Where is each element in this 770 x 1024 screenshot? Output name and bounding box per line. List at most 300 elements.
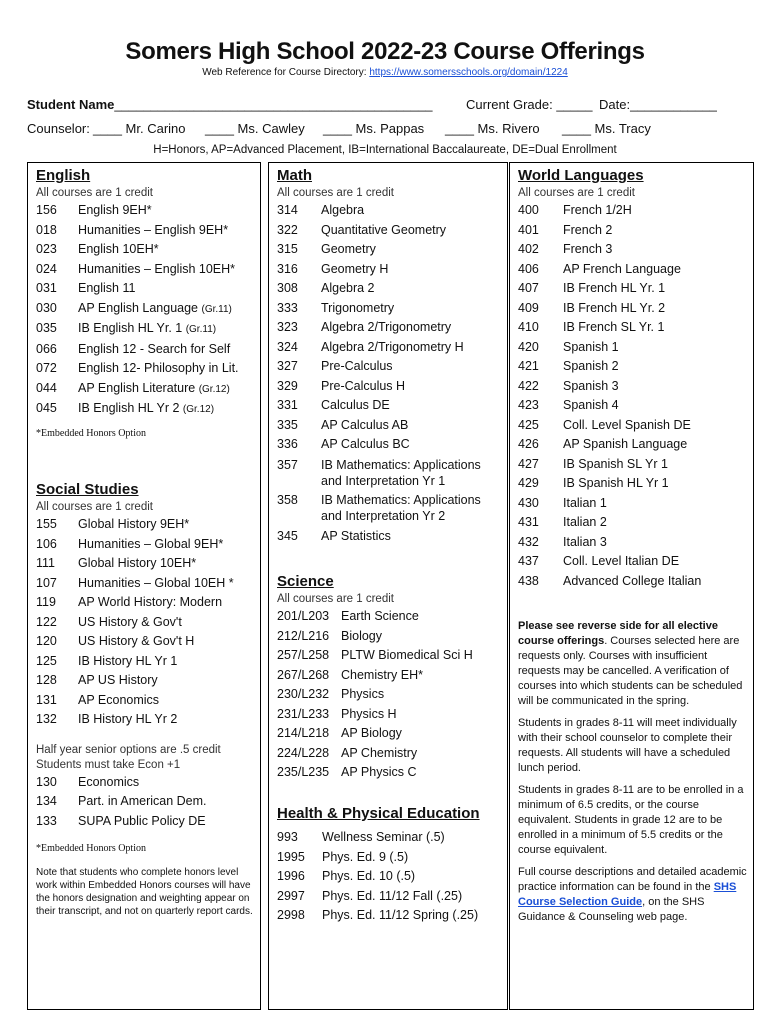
counselor-option-carino[interactable]: ____ Mr. Carino [93,121,186,136]
course-name-text: AP Spanish Language [563,437,688,451]
course-name [78,710,256,730]
english-heading: English [36,167,91,184]
course-name-text: AP Statistics [321,528,391,543]
world-languages-course-row [518,396,749,416]
course-code: 410 [518,320,539,334]
course-name-text: Italian 1 [563,495,607,510]
course-name-text: IB English HL Yr 2 [78,401,183,415]
course-name-text: Wellness Seminar (.5) [322,830,445,844]
course-name-text: Trigonometry [321,300,395,315]
course-name [563,299,749,319]
world-languages-credit: All courses are 1 credit [518,187,635,199]
course-code: 155 [36,517,57,531]
math-course-row [277,435,503,455]
course-name [78,652,256,672]
course-code: 345 [277,528,298,543]
student-name-blank[interactable]: ____________________________________________ [114,97,433,112]
course-name [78,773,256,793]
course-code: 120 [36,634,57,648]
course-name-text: IB Mathematics: Applications and Interpretation Yr 1 [321,457,481,488]
course-name [322,887,503,907]
counselor-option-pappas[interactable]: ____ Ms. Pappas [323,121,425,136]
course-name-text: Global History 9EH* [78,517,190,531]
world-languages-course-row [518,299,749,319]
course-code: 331 [277,398,298,412]
world-languages-course-row [518,474,749,494]
math-course-row [277,492,503,524]
course-code: 107 [36,575,57,590]
course-code: 1996 [277,869,305,883]
course-code: 401 [518,222,539,237]
course-name [321,527,503,547]
social-studies-course-row [36,652,256,672]
course-name-text: IB French HL Yr. 2 [563,300,666,315]
course-name [563,572,749,592]
course-code: 201/L203 [277,609,330,623]
science-heading: Science [277,573,334,590]
current-grade-field[interactable]: Current Grade: _____ [466,97,593,112]
grade-note: (Gr.12) [198,383,230,395]
social-studies-course-row [36,574,256,594]
half-year-course-row [36,812,256,832]
course-name-text: Phys. Ed. 11/12 Spring (.25) [322,908,479,922]
math-course-row [277,279,503,299]
course-code: 024 [36,261,57,276]
course-name-text: Humanities – Global 9EH* [78,536,224,551]
course-name-text: Calculus DE [321,398,390,412]
course-code: 235/L235 [277,765,330,779]
course-code: 409 [518,300,539,315]
course-code: 1995 [277,849,305,864]
course-guide-note-post: , on the SHS Guidance & Counseling web page. [518,896,705,923]
course-name-text: AP US History [78,673,158,687]
course-name-text: Part. in American Dem. [78,794,207,808]
course-name-text: Biology [341,628,382,643]
world-languages-course-row [518,572,749,592]
social-studies-course-row [36,671,256,691]
course-name [321,299,503,319]
course-code: 128 [36,673,57,687]
course-name-text: Geometry [321,242,376,256]
math-course-row [277,377,503,397]
course-name-text: Physics H [341,706,397,721]
course-name-text: French 1/2H [563,203,632,217]
social-studies-course-row [36,554,256,574]
course-name [78,691,256,711]
course-code: 156 [36,203,57,217]
course-code: 432 [518,534,539,549]
course-name-text: French 2 [563,222,613,237]
course-name [322,828,503,848]
course-name [341,607,503,627]
math-course-row [277,299,503,319]
course-code: 426 [518,437,539,451]
reverse-side-note [518,619,747,709]
social-studies-course-row [36,613,256,633]
course-code: 122 [36,614,57,629]
course-name [563,260,749,280]
course-name [78,260,256,280]
social-studies-course-row [36,535,256,555]
world-languages-course-row [518,357,749,377]
course-guide-note [518,865,747,925]
world-languages-course-row [518,260,749,280]
course-name [563,357,749,377]
science-course-row [277,685,503,705]
web-reference-label: Web Reference for Course Directory: [202,67,367,78]
math-course-row [277,260,503,280]
social-studies-course-row [36,710,256,730]
page-title: Somers High School 2022-23 Course Offerings [125,38,645,65]
grade-note: (Gr.11) [201,303,232,315]
course-code: 023 [36,242,57,256]
course-directory-link[interactable]: https://www.somersschools.org/domain/1224 [369,67,568,78]
course-name [78,632,256,652]
course-code: 430 [518,495,539,510]
course-name [563,377,749,397]
course-code: 018 [36,222,57,237]
course-name [78,359,256,379]
science-section [277,573,503,783]
world-languages-course-row [518,455,749,475]
course-name [78,319,256,340]
course-name [563,221,749,241]
course-code: 125 [36,653,57,668]
course-name-text: AP Economics [78,692,160,707]
course-name-text: IB History HL Yr 2 [78,712,178,726]
course-name-text: Coll. Level Spanish DE [563,417,691,432]
course-name-text: AP Calculus BC [321,437,410,451]
math-course-row [277,240,503,260]
course-name-text: IB English HL Yr. 1 [78,321,186,335]
health-pe-course-row [277,848,503,868]
course-name [563,201,749,221]
course-name-text: Spanish 3 [563,378,619,393]
course-code: 425 [518,417,539,432]
science-course-row [277,646,503,666]
math-course-row [277,338,503,358]
course-code: 406 [518,261,539,276]
course-name-text: Coll. Level Italian DE [563,554,680,568]
econ-requirement-note: Students must take Econ +1 [36,758,181,771]
health-pe-course-list [277,828,503,926]
counselor-meeting-note: Students in grades 8-11 will meet individually with their school counselor to complete their requests. All students will have a scheduled lunch period. [518,717,737,774]
grade-note: (Gr.12) [182,404,215,415]
social-studies-course-row [36,691,256,711]
health-pe-course-row [277,906,503,926]
course-name-text: Humanities – English 9EH* [78,222,229,237]
course-code: 420 [518,339,539,354]
course-name [563,455,749,475]
course-name-text: Italian 3 [563,534,607,549]
course-name-text: US History & Gov't [78,614,182,629]
world-languages-course-row [518,416,749,436]
course-code: 035 [36,321,57,335]
course-code: 333 [277,300,298,315]
half-year-course-list [36,773,256,832]
course-code: 267/L268 [277,667,330,682]
course-name-text: AP French Language [563,261,681,276]
english-course-row [36,379,256,400]
grade-note: (Gr.11) [185,324,217,335]
counselor-option-tracy[interactable]: ____ Ms. Tracy [562,121,651,136]
social-studies-credit: All courses are 1 credit [36,501,153,513]
course-name [341,705,503,725]
math-credit: All courses are 1 credit [277,187,394,199]
course-name-text: Pre-Calculus H [321,378,406,393]
course-code: 257/L258 [277,648,330,662]
course-code: 422 [518,378,539,393]
math-course-row [277,396,503,416]
course-name [78,535,256,555]
course-code: 132 [36,712,57,726]
course-code: 119 [36,595,56,609]
math-course-row [277,527,503,547]
course-name [563,338,749,358]
world-languages-course-row [518,201,749,221]
course-name-text: Algebra [321,203,365,217]
world-languages-course-row [518,240,749,260]
world-languages-course-row [518,279,749,299]
english-course-row [36,260,256,280]
course-code: 106 [36,536,57,551]
course-name-text: Chemistry EH* [341,667,423,682]
course-name-text: Algebra 2 [321,281,375,295]
course-name-text: Pre-Calculus [321,359,393,373]
half-year-course-row [36,773,256,793]
course-selection-guide-link[interactable]: SHS Course Selection Guide [518,881,737,908]
science-course-row [277,705,503,725]
world-languages-heading: World Languages [518,167,644,184]
course-name-text: IB Spanish SL Yr 1 [563,456,668,471]
course-name-text: Algebra 2/Trigonometry [321,320,452,334]
world-languages-course-row [518,338,749,358]
course-code: 214/L218 [277,726,330,740]
social-studies-course-row [36,515,256,535]
course-name-text: IB French HL Yr. 1 [563,281,666,295]
course-code: 324 [277,339,298,354]
course-name-text: Algebra 2/Trigonometry H [321,339,464,354]
course-name [563,533,749,553]
course-code: 231/L233 [277,706,330,721]
course-name [321,357,503,377]
course-code: 212/L216 [277,628,330,643]
course-name-text: PLTW Biomedical Sci H [341,648,473,662]
course-name [321,492,503,524]
course-name-text: Earth Science [341,609,419,623]
course-name-text: AP Biology [341,726,402,740]
course-code: 358 [277,492,298,507]
science-course-row [277,744,503,764]
course-name [322,906,503,926]
course-name-text: Spanish 4 [563,398,619,412]
course-name-text: Humanities – Global 10EH * [78,575,234,590]
course-code: 336 [277,437,298,451]
course-name-text: Global History 10EH* [78,556,197,570]
course-name [563,416,749,436]
course-name [563,435,749,455]
math-course-row [277,318,503,338]
course-name-text: AP Calculus AB [321,417,409,432]
english-section [36,167,256,439]
course-name-text: English 11 [78,281,136,295]
course-name-text: Spanish 1 [563,339,619,354]
course-name [78,792,256,812]
course-name [322,848,503,868]
course-code: 315 [277,242,298,256]
english-course-row [36,299,256,320]
course-name-text: AP English Language [78,300,202,315]
science-course-row [277,627,503,647]
course-name [321,416,503,436]
course-code: 314 [277,203,298,217]
course-name-text: Economics [78,774,140,789]
course-name [322,867,503,887]
credit-minimum-note: Students in grades 8-11 are to be enrolled in a minimum of 6.5 credits, or the course equivalent. Students in grade 12 are to be enrolled in a minimum of 5.5 credits or the course equivalent. [518,784,744,856]
course-code: 437 [518,554,539,568]
course-code: 322 [277,222,298,237]
course-code: 066 [36,341,57,356]
math-course-row [277,221,503,241]
course-name [78,613,256,633]
course-code: 230/L232 [277,687,330,701]
course-name-text: IB Spanish HL Yr 1 [563,476,669,490]
english-course-row [36,359,256,379]
course-name-text: Italian 2 [563,515,607,529]
abbreviation-legend: H=Honors, AP=Advanced Placement, IB=International Baccalaureate, DE=Dual Enrollment [153,144,617,156]
course-name-text: AP Chemistry [341,745,418,760]
world-languages-course-list [518,201,749,591]
course-name [563,494,749,514]
course-name [321,201,503,221]
course-name-text: Physics [341,687,385,701]
course-name [321,396,503,416]
english-course-list [36,201,256,420]
course-code: 316 [277,261,298,276]
counselor-option-cawley[interactable]: ____ Ms. Cawley [205,121,305,136]
science-course-row [277,666,503,686]
course-name-text: Humanities – English 10EH* [78,261,236,276]
math-section [277,167,503,546]
course-code: 031 [36,281,57,295]
course-name [321,240,503,260]
math-course-row [277,416,503,436]
course-guide-note-pre: Full course descriptions and detailed academic practice information can be found in the [518,866,747,893]
science-course-row [277,763,503,783]
english-course-row [36,201,256,221]
english-course-row [36,279,256,299]
world-languages-course-row [518,435,749,455]
course-name [78,515,256,535]
course-name-text: SUPA Public Policy DE [78,813,206,828]
course-name [341,646,503,666]
course-name-text: Phys. Ed. 11/12 Fall (.25) [322,888,463,903]
course-name [321,435,503,455]
course-name [321,338,503,358]
course-name-text: US History & Gov't H [78,634,195,648]
course-name-text: Phys. Ed. 9 (.5) [322,849,409,864]
course-name [78,593,256,613]
web-reference [0,67,770,78]
course-name-text: Spanish 2 [563,359,619,373]
course-name [341,744,503,764]
course-name [78,340,256,360]
course-name [78,299,256,320]
health-pe-section [277,805,503,926]
course-name [563,474,749,494]
course-name-text: English 10EH* [78,242,159,256]
math-course-row [277,201,503,221]
world-languages-course-row [518,318,749,338]
course-name [321,318,503,338]
world-languages-course-row [518,513,749,533]
student-name-field[interactable] [27,97,433,112]
health-pe-course-row [277,867,503,887]
counselor-label: Counselor: [27,121,90,136]
world-languages-course-row [518,552,749,572]
course-code: 111 [36,556,56,570]
course-name [78,240,256,260]
course-name [78,379,256,400]
course-name [341,724,503,744]
social-studies-course-row [36,632,256,652]
course-code: 224/L228 [277,745,330,760]
course-name [563,552,749,572]
course-name-text: IB Mathematics: Applications and Interpretation Yr 2 [321,492,481,523]
social-studies-footnote: *Embedded Honors Option [36,843,146,854]
date-field[interactable]: Date:____________ [599,97,717,112]
english-footnote: *Embedded Honors Option [36,427,146,439]
course-code: 044 [36,380,57,395]
course-code: 329 [277,378,298,393]
column-right [509,162,754,1010]
course-code: 045 [36,401,57,415]
course-code: 030 [36,300,57,315]
health-pe-heading: Health & Physical Education [277,805,480,822]
course-code: 2998 [277,908,305,922]
english-course-row [36,340,256,360]
world-languages-course-row [518,221,749,241]
course-code: 2997 [277,888,305,903]
reverse-side-note-text: . Courses selected here are requests only. Courses with insufficient requests may be cancelled. A verification of courses into which students can be scheduled will be communicated in the spring. [518,635,743,707]
math-course-list [277,201,503,546]
course-name-text: English 12 - Search for Self [78,341,231,356]
course-code: 327 [277,359,298,373]
social-studies-heading: Social Studies [36,481,139,498]
course-code: 427 [518,456,539,471]
course-code: 131 [36,692,57,707]
course-code: 407 [518,281,539,295]
course-code: 429 [518,476,539,490]
math-heading: Math [277,167,312,184]
counselor-option-rivero[interactable]: ____ Ms. Rivero [445,121,540,136]
course-name [341,685,503,705]
course-name [563,279,749,299]
english-course-row [36,319,256,340]
course-code: 431 [518,515,539,529]
world-languages-course-row [518,494,749,514]
course-code: 130 [36,774,57,789]
course-name-text: Phys. Ed. 10 (.5) [322,869,416,883]
course-name [321,260,503,280]
column-left [27,162,261,1010]
course-code: 438 [518,573,539,588]
half-year-course-row [36,792,256,812]
health-pe-course-row [277,887,503,907]
course-name [321,221,503,241]
course-name [78,671,256,691]
course-name [563,513,749,533]
